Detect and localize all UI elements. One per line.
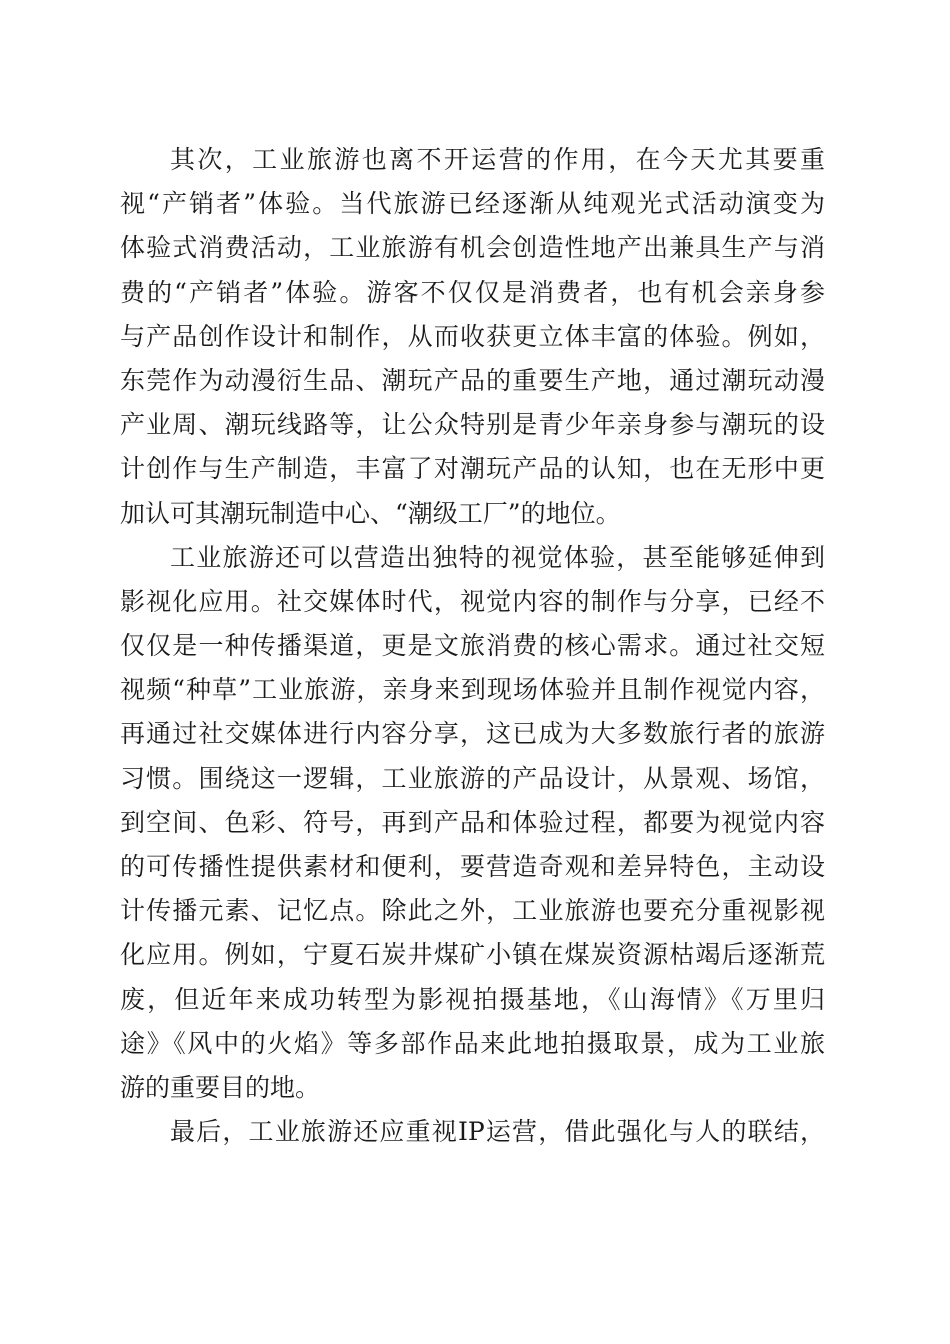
body-text: [120, 138, 825, 1154]
text-line: 最后，工业旅游还应重视IP运营，借此强化与人的联结，: [170, 1117, 825, 1147]
text-line: 视“产销者”体验。当代旅游已经逐渐从纯观光式活动演变为: [120, 189, 825, 219]
text-line: 计创作与生产制造，丰富了对潮玩产品的认知，也在无形中更: [120, 454, 825, 484]
text-line: 费的“产销者”体验。游客不仅仅是消费者，也有机会亲身参: [120, 277, 825, 307]
text-line: 东莞作为动漫衍生品、潮玩产品的重要生产地，通过潮玩动漫: [120, 365, 825, 395]
text-line: 游的重要目的地。: [120, 1072, 321, 1102]
text-line: 的可传播性提供素材和便利，要营造奇观和差异特色，主动设: [120, 852, 825, 881]
text-line: 习惯。围绕这一逻辑，工业旅游的产品设计，从景观、场馆，: [120, 763, 825, 793]
text-line: 仅仅是一种传播渠道，更是文旅消费的核心需求。通过社交短: [120, 631, 825, 661]
text-line: 废，但近年来成功转型为影视拍摄基地，《山海情》《万里归: [120, 984, 825, 1014]
text-line: 视频“种草”工业旅游，亲身来到现场体验并且制作视觉内容，: [120, 675, 825, 705]
text-line: 加认可其潮玩制造中心、“潮级工厂”的地位。: [120, 498, 621, 528]
text-line: 再通过社交媒体进行内容分享，这已成为大多数旅行者的旅游: [120, 719, 825, 749]
text-line: 途》《风中的火焰》等多部作品来此地拍摄取景，成为工业旅: [120, 1028, 825, 1058]
text-line: 与产品创作设计和制作，从而收获更立体丰富的体验。例如，: [120, 321, 825, 351]
text-line: 到空间、色彩、符号，再到产品和体验过程，都要为视觉内容: [120, 807, 825, 837]
text-line: 工业旅游还可以营造出独特的视觉体验，甚至能够延伸到: [170, 542, 825, 572]
text-line: 产业周、潮玩线路等，让公众特别是青少年亲身参与潮玩的设: [120, 410, 825, 440]
text-line: 其次，工业旅游也离不开运营的作用，在今天尤其要重: [170, 145, 825, 174]
text-line: 影视化应用。社交媒体时代，视觉内容的制作与分享，已经不: [120, 586, 825, 616]
text-line: 体验式消费活动，工业旅游有机会创造性地产出兼具生产与消: [120, 233, 825, 263]
text-line: 化应用。例如，宁夏石炭井煤矿小镇在煤炭资源枯竭后逐渐荒: [120, 940, 825, 970]
text-line: 计传播元素、记忆点。除此之外，工业旅游也要充分重视影视: [120, 896, 825, 926]
